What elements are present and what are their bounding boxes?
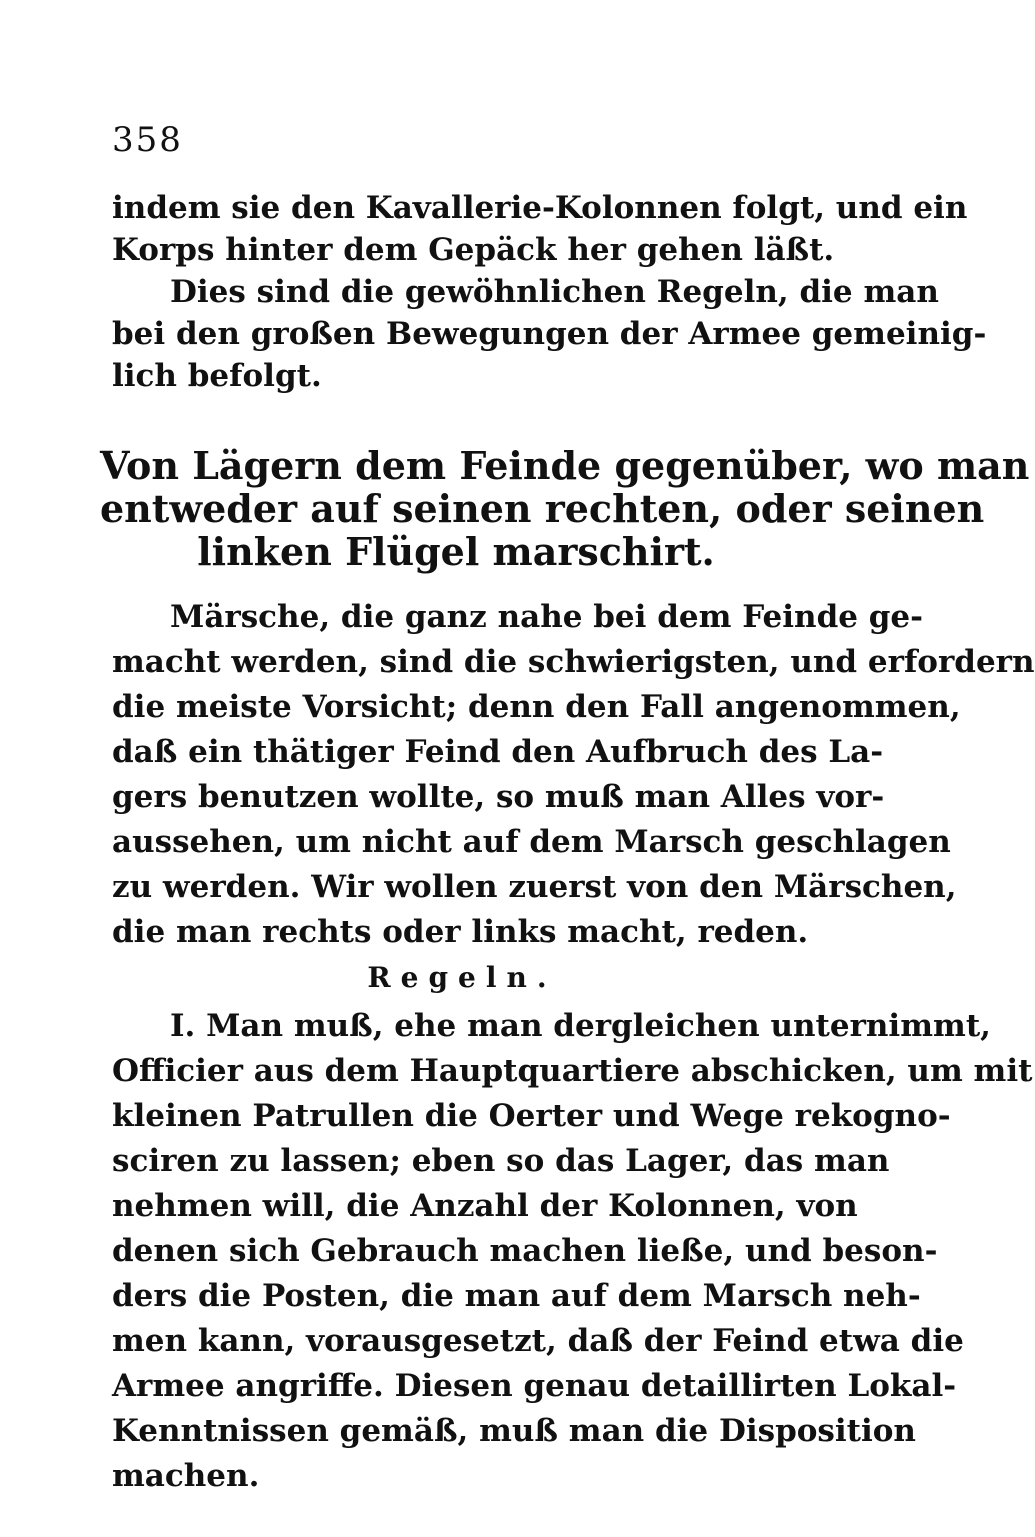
text-line: Dies sind die gewöhnlichen Regeln, die man	[170, 274, 939, 310]
text-line: machen.	[112, 1458, 260, 1494]
text-line: Märsche, die ganz nahe bei dem Feinde ge-	[170, 599, 924, 635]
rules-heading: Regeln.	[367, 961, 557, 994]
text-line: Kenntnissen gemäß, muß man die Disposition	[112, 1413, 916, 1449]
text-line: indem sie den Kavallerie-Kolonnen folgt, und ein	[112, 190, 968, 226]
text-line: denen sich Gebrauch machen ließe, und beson-	[112, 1233, 938, 1269]
text-line: ders die Posten, die man auf dem Marsch neh-	[112, 1278, 921, 1314]
text-line: men kann, vorausgesetzt, daß der Feind etwa die	[112, 1323, 964, 1359]
section-heading-line: linken Flügel marschirt.	[197, 529, 715, 574]
text-line: macht werden, sind die schwierigsten, und erfordern	[112, 644, 1035, 680]
text-line: die meiste Vorsicht; denn den Fall angenommen,	[112, 689, 961, 725]
text-line: sciren zu lassen; eben so das Lager, das man	[112, 1143, 890, 1179]
text-line: Korps hinter dem Gepäck her gehen läßt.	[112, 232, 835, 268]
section-heading-line: Von Lägern dem Feinde gegenüber, wo man	[100, 443, 1030, 488]
text-line: nehmen will, die Anzahl der Kolonnen, von	[112, 1188, 858, 1224]
text-line: daß ein thätiger Feind den Aufbruch des La-	[112, 734, 884, 770]
text-line: zu werden. Wir wollen zuerst von den Märschen,	[112, 869, 957, 905]
text-line: gers benutzen wollte, so muß man Alles vor-	[112, 779, 885, 815]
text-line: lich befolgt.	[112, 358, 322, 394]
text-line: I. Man muß, ehe man dergleichen unternimmt,	[170, 1008, 991, 1044]
text-line: Officier aus dem Hauptquartiere abschicken, um mit	[112, 1053, 1033, 1089]
text-line: kleinen Patrullen die Oerter und Wege rekogno-	[112, 1098, 951, 1134]
text-line: bei den großen Bewegungen der Armee gemeinig-	[112, 316, 987, 352]
section-heading-line: entweder auf seinen rechten, oder seinen	[100, 486, 985, 531]
page-number: 358	[112, 120, 183, 160]
text-line: Armee angriffe. Diesen genau detaillirten Lokal-	[112, 1368, 957, 1404]
text-line: aussehen, um nicht auf dem Marsch geschlagen	[112, 824, 951, 860]
text-line: die man rechts oder links macht, reden.	[112, 914, 809, 950]
